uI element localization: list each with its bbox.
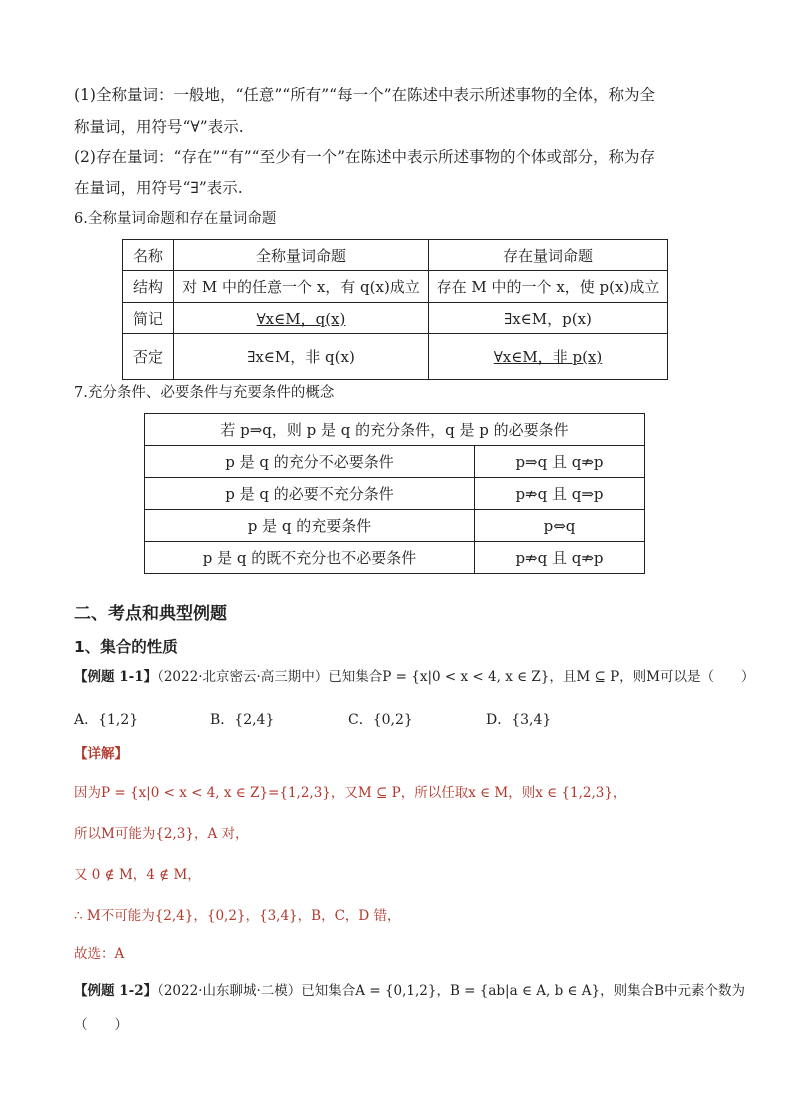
existential-quantifier-line-2: 在量词，用符号“∃”表示. (74, 179, 243, 197)
table7-row-1-relation: p⇒q 且 q⇏p (475, 446, 645, 478)
universal-quantifier-line-1: (1)全称量词：一般地，“任意”“所有”“每一个”在陈述中表示所述事物的全体，称为全 (74, 86, 656, 104)
part-2-title: 二、考点和典型例题 (74, 604, 227, 624)
section-7-title: 7.充分条件、必要条件与充要条件的概念 (74, 385, 335, 401)
example-1-2-text: 已知集合A = {0,1,2}，B = {ab|a ∈ A, b ∈ A}，则集合B中元素个数为 (301, 983, 746, 999)
table6-row-negation-universal: ∃x∈M，非 q(x) (174, 334, 429, 380)
table6-row-structure-universal: 对 M 中的任意一个 x，有 q(x)成立 (174, 271, 429, 303)
solution-line-1: 因为P = {x|0 < x < 4, x ∈ Z}={1,2,3}，又M ⊆ P，所以任取x ∈ M，则x ∈ {1,2,3}， (74, 785, 627, 801)
example-1-1-tag: 【例题 1-1】 (74, 669, 158, 685)
solution-label: 【详解】 (74, 746, 128, 762)
example-1-2-question (74, 980, 745, 1002)
existential-quantifier-line-1: (2)存在量词：“存在”“有”“至少有一个”在陈述中表示所述事物的个体或部分，称为存 (74, 148, 656, 166)
table7-row-1-condition: p 是 q 的充分不必要条件 (145, 446, 475, 478)
example-1-2-tag: 【例题 1-2】 (74, 983, 158, 999)
section-6-title: 6.全称量词命题和存在量词命题 (74, 211, 277, 227)
table6-row-negation-label: 否定 (123, 334, 174, 380)
solution-line-3: 又 0 ∉ M，4 ∉ M， (74, 867, 201, 883)
table6-header-name: 名称 (123, 240, 174, 271)
table7-header: 若 p⇒q，则 p 是 q 的充分条件，q 是 p 的必要条件 (145, 414, 645, 446)
topic-1-title: 1、集合的性质 (74, 638, 178, 656)
option-a: A．{1,2} (74, 712, 139, 728)
condition-table (144, 413, 645, 574)
table6-row-negation-existential: ∀x∈M，非 p(x) (429, 334, 668, 380)
solution-line-2: 所以M可能为{2,3}，A 对， (74, 826, 249, 842)
table6-row-notation-label: 简记 (123, 303, 174, 334)
table7-row-4-relation: p⇏q 且 q⇏p (475, 542, 645, 574)
example-1-1-text: 已知集合P = {x|0 < x < 4, x ∈ Z}，且M ⊆ P，则M可以是（ ） (328, 669, 755, 685)
table6-row-structure-label: 结构 (123, 271, 174, 303)
table7-row-2-relation: p⇏q 且 q⇒p (475, 478, 645, 510)
example-1-1-question (74, 666, 754, 688)
table7-row-3-relation: p⇔q (475, 510, 645, 542)
table6-header-universal: 全称量词命题 (174, 240, 429, 271)
option-b: B．{2,4} (210, 712, 275, 728)
example-1-2-source: （2022·山东聊城·二模） (157, 983, 302, 999)
universal-quantifier-line-2: 称量词，用符号“∀”表示. (74, 118, 244, 136)
solution-line-4: ∴ M不可能为{2,4}，{0,2}，{3,4}，B，C，D 错， (74, 908, 401, 924)
quantifier-table (122, 239, 668, 380)
table6-row-structure-existential: 存在 M 中的一个 x，使 p(x)成立 (429, 271, 668, 303)
table7-row-2-condition: p 是 q 的必要不充分条件 (145, 478, 475, 510)
example-1-2-answer-bracket: （ ） (74, 1017, 128, 1033)
example-1-1-source: （2022·北京密云·高三期中） (157, 669, 329, 685)
table7-row-4-condition: p 是 q 的既不充分也不必要条件 (145, 542, 475, 574)
solution-line-5: 故选：A (74, 946, 125, 962)
table6-header-existential: 存在量词命题 (429, 240, 668, 271)
table6-row-notation-existential: ∃x∈M，p(x) (429, 303, 668, 334)
table6-row-notation-universal: ∀x∈M，q(x) (174, 303, 429, 334)
option-d: D．{3,4} (486, 712, 552, 728)
table7-row-3-condition: p 是 q 的充要条件 (145, 510, 475, 542)
option-c: C．{0,2} (348, 712, 413, 728)
